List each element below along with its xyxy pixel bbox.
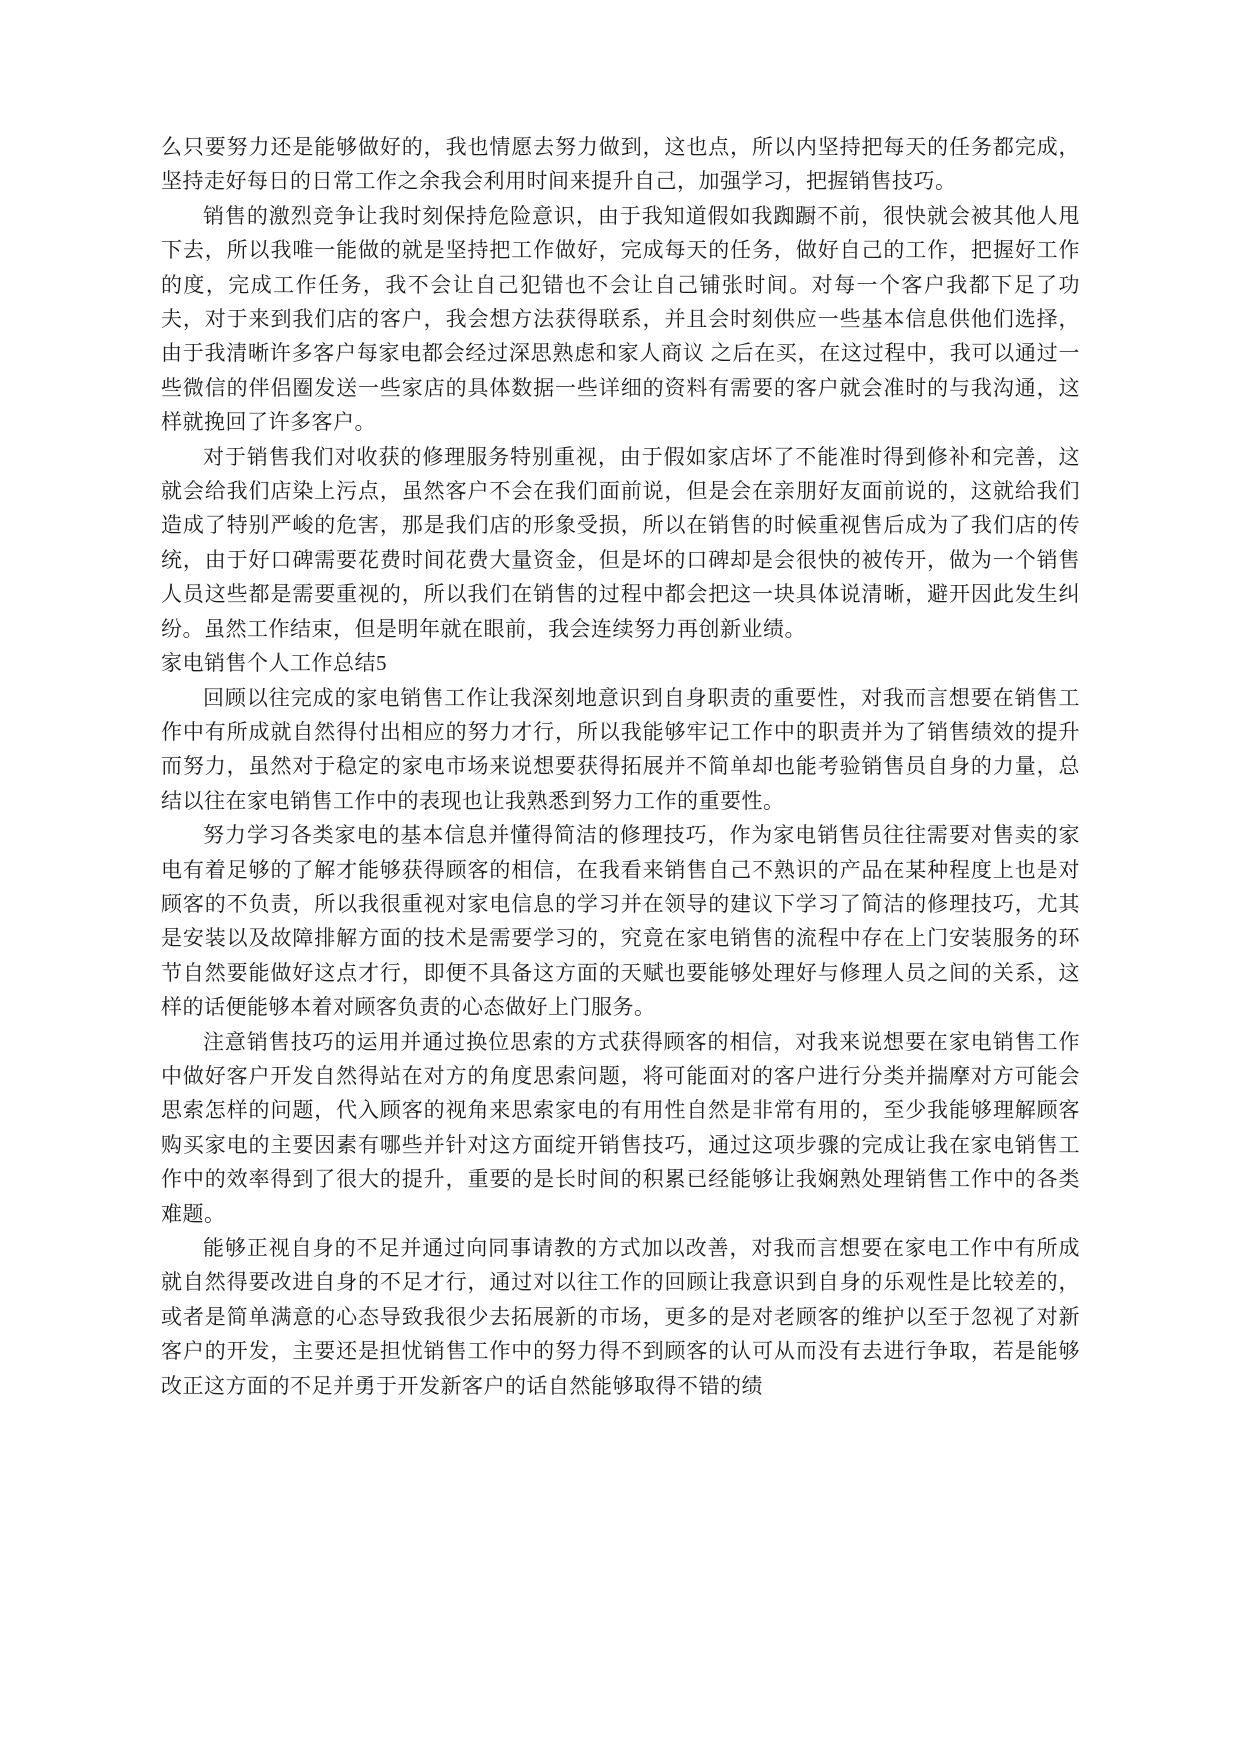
paragraph: 么只要努力还是能够做好的，我也情愿去努力做到，这也点，所以内坚持把每天的任务都完成，坚持走好每日的日常工作之余我会利用时间来提升自己，加强学习，把握销售技巧。 <box>161 135 1080 194</box>
paragraph: 对于销售我们对收获的修理服务特别重视，由于假如家店坏了不能准时得到修补和完善，这就会给我们店染上污点，虽然客户不会在我们面前说，但是会在亲朋好友面前说的，这就给我们造成了特别严峻的危害，那是我们店的形象受损，所以在销售的时候重视售后成为了我们店的传统，由于好口碑需要花费时间花费大量资金，但是坏的口碑却是会很快的被传开，做为一个销售人员这些都是需要重视的，所以我们在销售的过程中都会把这一块具体说清晰，避开因此发生纠纷。虽然工作结束，但是明年就在眼前，我会连续努力再创新业绩。 <box>161 444 1080 641</box>
paragraph: 注意销售技巧的运用并通过换位思索的方式获得顾客的相信，对我来说想要在家电销售工作中做好客户开发自然得站在对方的角度思索问题，将可能面对的客户进行分类并揣摩对方可能会思索怎样的问题，代入顾客的视角来思索家电的有用性自然是非常有用的，至少我能够理解顾客购买家电的主要因素有哪些并针对这方面绽开销售技巧，通过这项步骤的完成让我在家电销售工作中的效率得到了很大的提升，重要的是长时间的积累已经能够让我娴熟处理销售工作中的各类难题。 <box>161 1029 1080 1226</box>
paragraph: 能够正视自身的不足并通过向同事请教的方式加以改善，对我而言想要在家电工作中有所成就自然得要改进自身的不足才行，通过对以往工作的回顾让我意识到自身的乐观性是比较差的，或者是简单满意的心态导致我很少去拓展新的市场，更多的是对老顾客的维护以至于忽视了对新客户的开发，主要还是担忧销售工作中的努力得不到顾客的认可从而没有去进行争取，若是能够改正这方面的不足并勇于开发新客户的话自然能够取得不错的绩 <box>161 1236 1080 1398</box>
paragraph: 回顾以往完成的家电销售工作让我深刻地意识到自身职责的重要性，对我而言想要在销售工作中有所成就自然得付出相应的努力才行，所以我能够牢记工作中的职责并为了销售绩效的提升而努力，虽然对于稳定的家电市场来说想要获得拓展并不简单却也能考验销售员自身的力量，总结以往在家电销售工作中的表现也让我熟悉到努力工作的重要性。 <box>161 685 1080 813</box>
paragraph: 销售的激烈竞争让我时刻保持危险意识，由于我知道假如我踟蹰不前，很快就会被其他人甩下去，所以我唯一能做的就是坚持把工作做好，完成每天的任务，做好自己的工作，把握好工作的度，完成工作任务，我不会让自己犯错也不会让自己铺张时间。对每一个客户我都下足了功夫，对于来到我们店的客户，我会想方法获得联系，并且会时刻供应一些基本信息供他们选择，由于我清晰许多客户每家电都会经过深思熟虑和家人商议 之后在买，在这过程中，我可以通过一些微信的伴侣圈发送一些家店的具体数据一些详细的资料有需要的客户就会准时的与我沟通，这样就挽回了许多客户。 <box>161 203 1080 435</box>
paragraph: 努力学习各类家电的基本信息并懂得简洁的修理技巧，作为家电销售员往往需要对售卖的家电有着足够的了解才能够获得顾客的相信，在我看来销售自己不熟识的产品在某种程度上也是对顾客的不负责，所以我很重视对家电信息的学习并在领导的建议下学习了简洁的修理技巧，尤其是安装以及故障排解方面的技术是需要学习的，究竟在家电销售的流程中存在上门安装服务的环节自然要能做好这点才行，即便不具备这方面的天赋也要能够处理好与修理人员之间的关系，这样的话便能够本着对顾客负责的心态做好上门服务。 <box>161 823 1080 1020</box>
section-heading: 家电销售个人工作总结5 <box>161 651 387 676</box>
document-body <box>161 130 1080 1403</box>
